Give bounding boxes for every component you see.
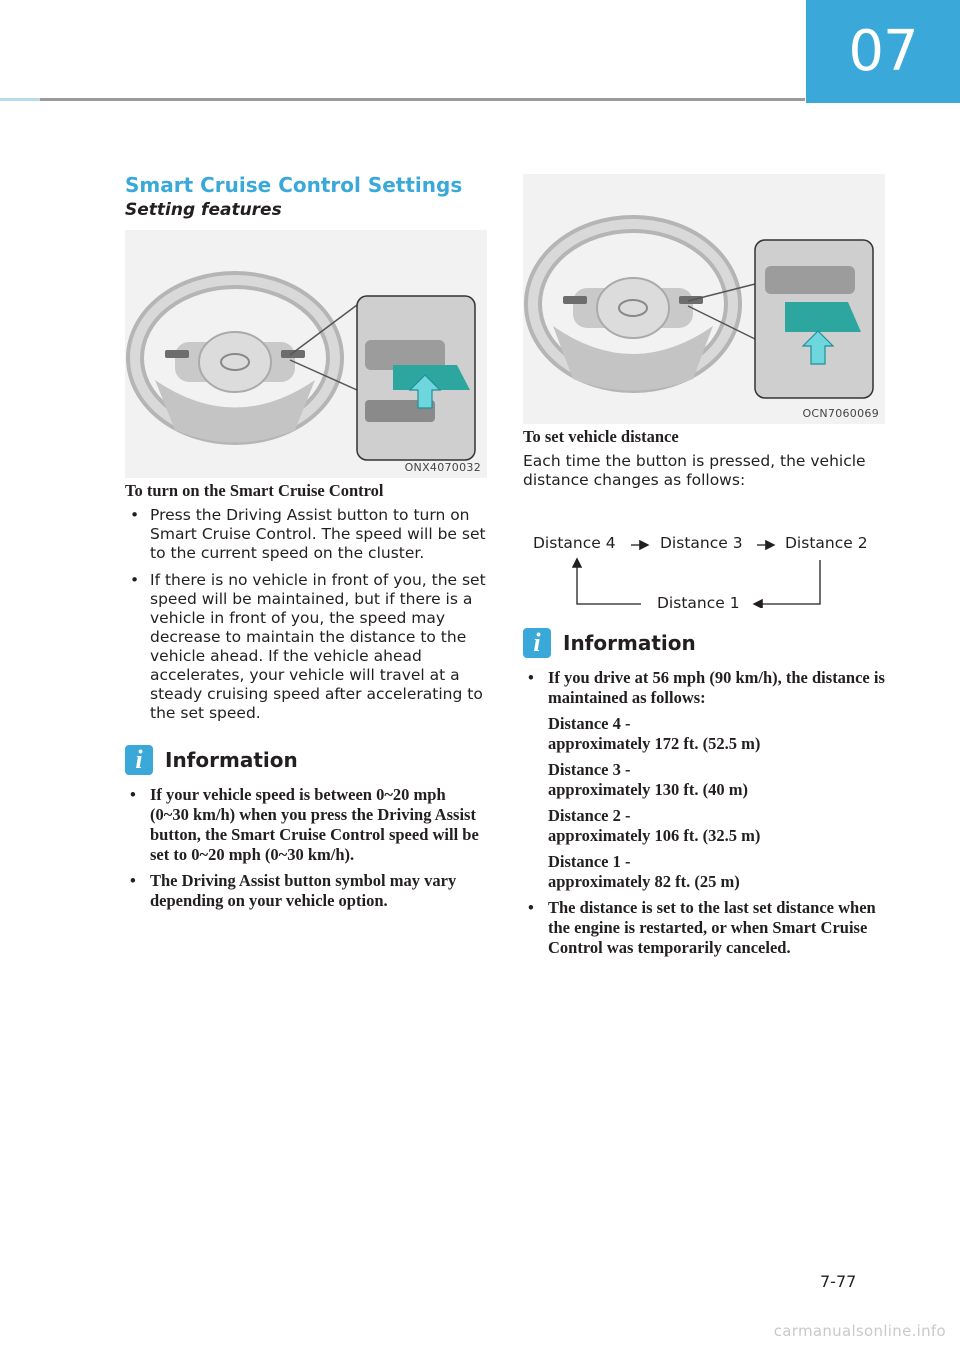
left-column: [125, 170, 487, 917]
chapter-number: 07: [848, 19, 918, 84]
list-item: • The Driving Assist button symbol may vary depending on your vehicle option.: [125, 871, 487, 911]
distance-2-label: Distance 2: [785, 534, 868, 552]
distance-intro: • If you drive at 56 mph (90 km/h), the distance is maintained as follows:: [548, 668, 885, 707]
figure-code: OCN7060069: [802, 407, 879, 420]
distance-entry: [548, 714, 885, 754]
information-list: [523, 668, 885, 958]
section-title: Smart Cruise Control Settings: [125, 173, 463, 197]
information-icon: i: [125, 745, 153, 775]
list-item: [523, 668, 885, 892]
figure-code: ONX4070032: [404, 461, 481, 474]
distance-button-figure: [523, 174, 885, 424]
list-item: • Press the Driving Assist button to turn on Smart Cruise Control. The speed will be set to the current speed on the cluster.: [125, 506, 487, 563]
distance-3-label: Distance 3: [660, 534, 743, 552]
information-header: [523, 628, 885, 658]
distance-entry-label: Distance 1 -: [548, 852, 631, 871]
distance-cycle-diagram: [523, 498, 885, 612]
distance-entry-label: Distance 3 -: [548, 760, 631, 779]
distance-entry-value: approximately 172 ft. (52.5 m): [548, 734, 761, 753]
distance-cycle-arrows: [523, 498, 885, 608]
header-rule: [0, 98, 805, 101]
distance-entry-label: Distance 4 -: [548, 714, 631, 733]
information-header: [125, 745, 487, 775]
caption-turn-on: To turn on the Smart Cruise Control: [125, 481, 384, 500]
header-rule-accent: [0, 98, 40, 101]
distance-entry-label: Distance 2 -: [548, 806, 631, 825]
information-title: Information: [563, 631, 696, 655]
steering-wheel-figure: [125, 230, 487, 478]
distance-entry: [548, 760, 885, 800]
list-item: • If your vehicle speed is between 0~20 mph (0~30 km/h) when you press the Driving Assist button, the Smart Cruise Control speed will be set to 0~20 mph (0~30 km/h).: [125, 785, 487, 865]
distance-1-label: Distance 1: [653, 594, 744, 612]
distance-entry-value: approximately 130 ft. (40 m): [548, 780, 748, 799]
information-title: Information: [165, 748, 298, 772]
page-number: 7-77: [820, 1272, 857, 1291]
distance-entry: [548, 852, 885, 892]
information-icon: i: [523, 628, 551, 658]
list-item: • The distance is set to the last set distance when the engine is restarted, or when Smart Cruise Control was temporarily canceled.: [523, 898, 885, 958]
list-item: • If there is no vehicle in front of you, the set speed will be maintained, but if there is a vehicle in front of you, the speed may decrease to maintain the distance to the vehicle ahead. If the vehicle ahead accelerates, your vehicle will travel at a steady cruising speed after accelerating to the set speed.: [125, 571, 487, 723]
distance-entry-value: approximately 106 ft. (32.5 m): [548, 826, 761, 845]
turn-on-steps: [125, 506, 487, 723]
right-column: [523, 174, 885, 964]
distance-description: Each time the button is pressed, the vehicle distance changes as follows:: [523, 452, 866, 489]
information-list: [125, 785, 487, 911]
distance-entry: [548, 806, 885, 846]
caption-set-distance: To set vehicle distance: [523, 427, 679, 446]
chapter-tab: [806, 0, 960, 103]
distance-entry-value: approximately 82 ft. (25 m): [548, 872, 740, 891]
distance-4-label: Distance 4: [533, 534, 616, 552]
steering-wheel-distance-illustration: [523, 174, 885, 424]
watermark: carmanualsonline.info: [773, 1322, 946, 1340]
steering-wheel-illustration: [125, 230, 487, 478]
subsection-title: Setting features: [125, 200, 282, 220]
